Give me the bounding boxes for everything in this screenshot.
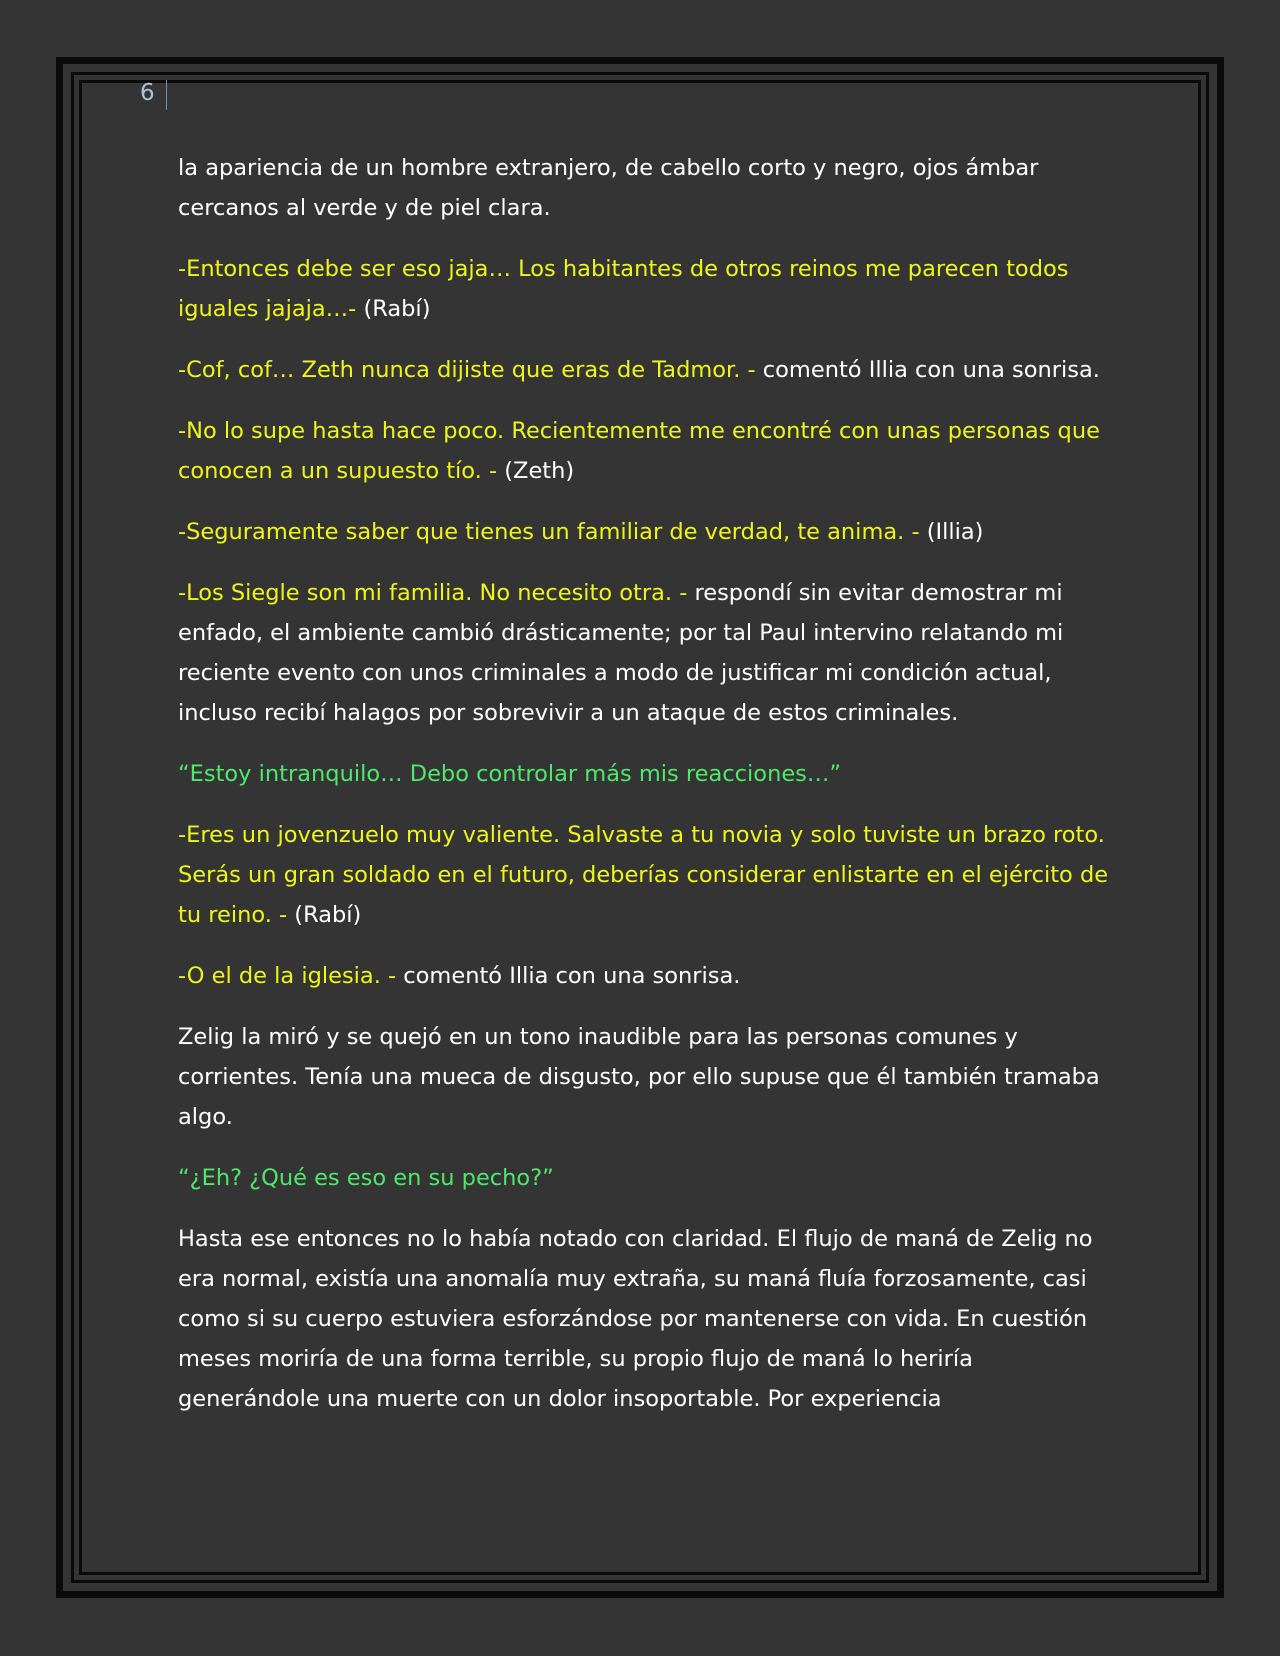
paragraph	[178, 573, 1118, 733]
paragraph	[178, 350, 1118, 390]
page-body	[178, 148, 1118, 1440]
dialogue-text: -Seguramente saber que tienes un familiar de verdad, te anima. -	[178, 519, 920, 545]
speaker-tag: (Rabí)	[287, 902, 362, 928]
paragraph	[178, 411, 1118, 491]
dialogue-text: -Los Siegle son mi familia. No necesito otra. -	[178, 580, 688, 606]
narration-text: comentó Illia con una sonrisa.	[755, 357, 1100, 383]
paragraph	[178, 754, 1118, 794]
page-number-divider	[166, 80, 167, 110]
narration-text: Hasta ese entonces no lo había notado con claridad. El flujo de maná de Zelig no era normal, existía una anomalía muy extraña, su maná fluía forzosamente, casi como si su cuerpo estuviera esforzándose por mantenerse con vida. En cuestión meses moriría de una forma terrible, su propio flujo de maná lo heriría generándole una muerte con un dolor insoportable. Por experiencia	[178, 1226, 1093, 1412]
narration-text: comentó Illia con una sonrisa.	[396, 963, 741, 989]
narration-text: la apariencia de un hombre extranjero, de cabello corto y negro, ojos ámbar cercanos al verde y de piel clara.	[178, 155, 1039, 221]
narration-text: Zelig la miró y se quejó en un tono inaudible para las personas comunes y corrientes. Tenía una mueca de disgusto, por ello supuse que él también tramaba algo.	[178, 1024, 1100, 1130]
paragraph	[178, 512, 1118, 552]
speaker-tag: (Zeth)	[497, 458, 575, 484]
narration-text: respondí sin evitar demostrar mi enfado, el ambiente cambió drásticamente; por tal Paul intervino relatando mi reciente evento con unos criminales a modo de justificar mi condición actual, incluso recibí halagos por sobrevivir a un ataque de estos criminales.	[178, 580, 1064, 726]
speaker-tag: (Rabí)	[356, 296, 431, 322]
dialogue-text: -Cof, cof… Zeth nunca dijiste que eras de Tadmor. -	[178, 357, 756, 383]
thought-text: “¿Eh? ¿Qué es eso en su pecho?”	[178, 1165, 554, 1191]
page-number: 6	[140, 80, 155, 106]
speaker-tag: (Illia)	[919, 519, 984, 545]
paragraph	[178, 956, 1118, 996]
paragraph	[178, 815, 1118, 935]
dialogue-text: -Entonces debe ser eso jaja… Los habitantes de otros reinos me parecen todos iguales jajaja…-	[178, 256, 1069, 322]
thought-text: “Estoy intranquilo… Debo controlar más mis reacciones…”	[178, 761, 842, 787]
paragraph	[178, 1017, 1118, 1137]
dialogue-text: -No lo supe hasta hace poco. Recientemente me encontré con unas personas que conocen a un supuesto tío. -	[178, 418, 1100, 484]
paragraph	[178, 1219, 1118, 1419]
paragraph	[178, 249, 1118, 329]
dialogue-text: -O el de la iglesia. -	[178, 963, 397, 989]
paragraph	[178, 1158, 1118, 1198]
dialogue-text: -Eres un jovenzuelo muy valiente. Salvaste a tu novia y solo tuviste un brazo roto. Serás un gran soldado en el futuro, deberías considerar enlistarte en el ejército de tu reino. -	[178, 822, 1109, 928]
paragraph	[178, 148, 1118, 228]
